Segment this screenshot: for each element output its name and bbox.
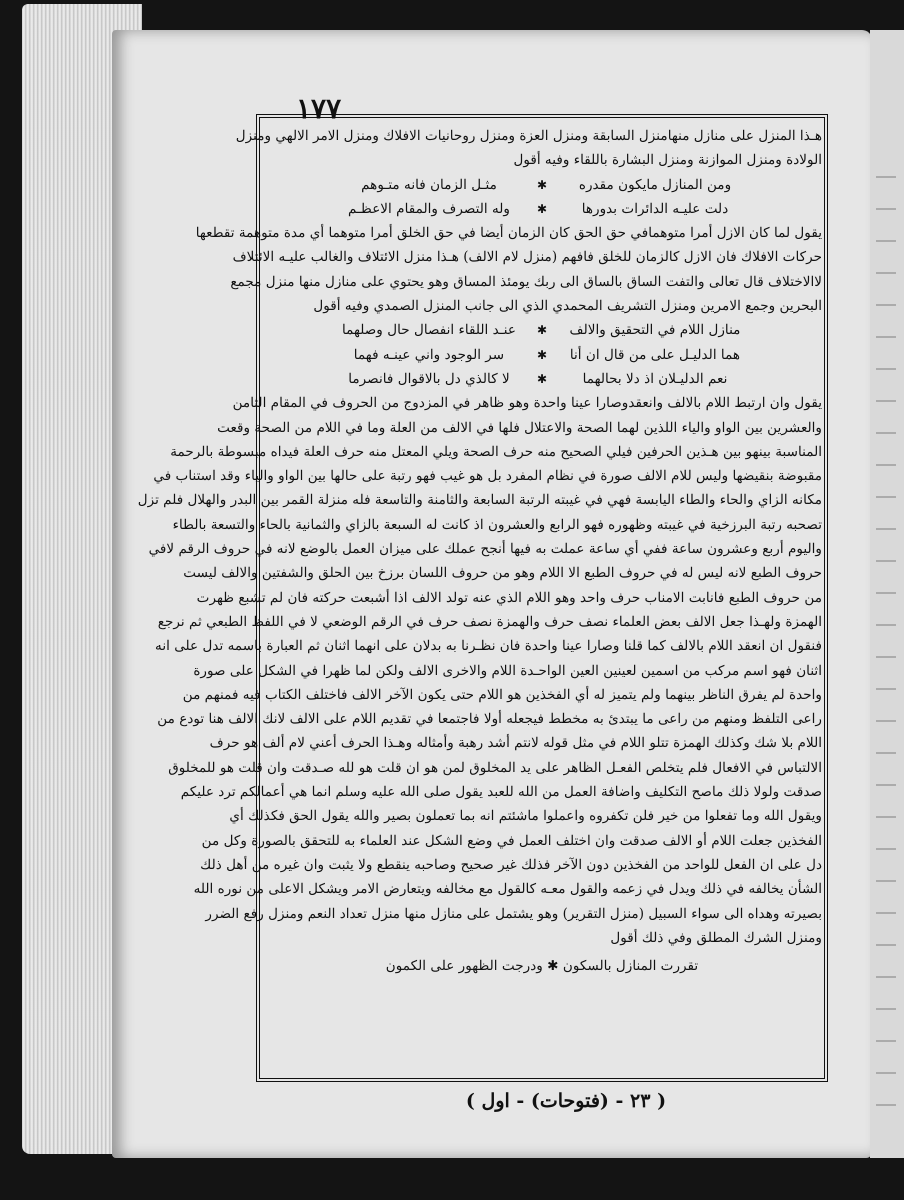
text-line: حروف الطبع لانه ليس له في حروف الطبع الا اللام وهو من حروف اللسان برزخ بين الحلق والشفتين والالف ليست (183, 565, 822, 582)
verse-second-hemistich: مثـل الزمان فانه متـوهم (361, 176, 497, 193)
text-line: ويقول الله وما تفعلوا من خير فلن تكفروه واعملوا ماشئتم انه بما تعملون بصير والله يقول الحق فكذلك أي (229, 808, 822, 825)
verse-line (262, 197, 822, 221)
page-number: ١٧٧ (296, 92, 342, 125)
closing-verse (262, 954, 822, 982)
text-line: الهمزة ولهـذا جعل الالف بعض العلماء نصف حرف والهمزة نصف حرف في الرقم الوضعي لا في اللفظ الطبعي ثم نرجع (157, 613, 822, 630)
text-line: يقول لما كان الازل أمرا متوهمافي حق الحق كان الزمان أيضا في حق الخلق أمرا متوهما أي مدة متوهمة تقطعها (195, 225, 822, 242)
verse-separator-star: ✱ (536, 371, 548, 386)
text-line: دل على ان الفعل للواحد من الفخذين دون الآخر فذلك غير صحيح وصاحبه ينقطع ولا يثبت وان غيره من أهل ذلك (200, 856, 822, 873)
verse-second-hemistich: وله التصرف والمقام الاعظـم (348, 200, 510, 217)
intro-paragraph (235, 124, 822, 173)
signature-footer: ( ٢٣ - (فتوحات) - اول ) (465, 1090, 667, 1112)
verse-first-hemistich: دلت عليـه الدائرات بدورها (581, 200, 729, 217)
text-line: الشأن يخالفه في ذلك ويدل في زعمه والقول معـه كالقول مع مخالفه ويتعارض الامر ويشكل الاعلى من نوره الله (193, 881, 822, 898)
verse-line (262, 173, 822, 197)
verse-second-hemistich: لا كالذي دل بالاقوال فانصرما (348, 370, 510, 387)
verse-second-hemistich: سر الوجود واني عينـه فهما (353, 346, 505, 363)
text-line: المناسبة بينهو بين هـذين الحرفين فيلي الصحيح منه حرف الصحة ويلي المعتل منه حرف العلة فيداه مبسوطة بالرحمة (170, 443, 822, 460)
text-line: هـذا المنزل على منازل منهامنزل السابقة ومنزل العزة ومنزل روحانيات الافلاك ومنزل الامر الالهي ومنزل (235, 128, 822, 144)
paragraph-2 (137, 391, 822, 950)
verse-first-hemistich: هما الدليـل على من قال ان أنا (569, 346, 741, 363)
closing-verse-second-hemistich: ودرجت الظهور على الكمون (385, 958, 543, 975)
text-line: واليوم أربع وعشرون ساعة ففي أي ساعة عملت به فيها أنجح عملك على ميزان العمل بالوضع لانه في حروف الرقم لافي (148, 541, 822, 558)
verse-first-hemistich: ومن المنازل مايكون مقدره (578, 176, 732, 193)
text-line: الولادة ومنزل الموازنة ومنزل البشارة باللقاء وفيه أقول (513, 152, 822, 169)
verse-separator-star: ✱ (536, 323, 548, 338)
text-line: فنقول ان انعقد اللام بالالف كما قلنا وصارا عينا واحدة فان نظـرنا به بدلان على انهما اثنان ثم العبارة باسمه تدل على انه (155, 638, 822, 655)
verse-separator-star: ✱ (536, 347, 548, 362)
text-line: اثنان فهو اسم مركب من اسمين لعينين العين الواحـدة اللام والاخرى الالف ولكن لما ظهرا في الشكل على صورة (193, 662, 822, 679)
verse-second-hemistich: عنـد اللقاء انفصال حال وصلهما (342, 322, 516, 339)
verse-group-2 (262, 318, 822, 391)
text-line: بصيرته وهداه الى سواء السبيل (منزل التقرير) وهو يشتمل على منازل منها منزل تعداد النعم ومنزل رفع الضرر (205, 905, 822, 922)
text-line: الفخذين جعلت اللام أو الالف صدقت وان اختلف العمل في وضع الشكل عند العلماء به للتحقق بالصورة وكل من (201, 832, 822, 849)
text-line: لاالاختلاف قال تعالى والتفت الساق بالساق الى ربك يومئذ المساق وهو يحتوي على منازل منها منزل مجمع (230, 273, 822, 290)
text-line: صدقت ولولا ذلك ماصح التكليف واضافة العمل من الله للعبد يقول صلى الله عليه وسلم انما هي أعمالكم ترد عليكم (180, 784, 822, 801)
main-text-block (137, 124, 822, 1076)
text-line: البحرين وجمع الامرين ومنزل التشريف المحمدي الذي الى جانب المنزل الصمدي وفيه أقول (313, 298, 822, 315)
verse-first-hemistich: نعم الدليـلان اذ دلا بحالهما (582, 370, 728, 387)
text-line: مقبوضة بنقيضها وليس للام الالف صورة في نظام المفرد بل هو غيب فهو رتبة على حالها بين الواو والياء وقد استناب في (153, 468, 822, 485)
closing-verse-first-hemistich: تقررت المنازل بالسكون (562, 958, 699, 975)
verse-separator-star: ✱ (536, 201, 548, 216)
facing-page-edge (870, 30, 904, 1158)
text-line: الالتباس في الافعال فلم يتخلص الفعـل الظاهر على يد المخلوق لمن هو ان قلت هو لله صـدقت وان قلت هو للمخلوق (168, 759, 822, 776)
verse-separator-star: ✱ (542, 958, 559, 975)
paragraph-1 (195, 221, 822, 318)
text-line: اللام بلا شك وكذلك الهمزة تتلو اللام في مثل قوله لانتم أشد رهبة وأمثاله وهـذا الحرف أعني لام ألف هو حرف (209, 735, 822, 752)
facing-page-text-bleed (876, 150, 896, 1130)
text-line: حركات الافلاك فان الازل كالزمان للخلق فافهم (منزل لام الالف) هـذا منزل الائتلاف والغالب عليـه الائتلاف (232, 249, 822, 266)
verse-line (262, 318, 822, 342)
text-line: والعشرين بين الواو والياء اللذين لهما الصحة والاعتلال فلها في الالف من العلة وما في اللام من الصحة وقعت (217, 419, 822, 436)
text-line: راعى التلفظ ومنهم من راعى ما يبتدئ به مخطط فيجعله أولا فاجتمعا في تقديم اللام على الالف لانك الالف هنا تودع من (157, 711, 822, 728)
verse-group-1 (262, 173, 822, 222)
verse-line (262, 343, 822, 367)
text-line: واحدة لم يفرق الناظر بينهما ولم يتميز له أي الفخذين هو اللام حتى يكون الآخر الالف فاختلف الكتاب فيه فمنهم من (182, 686, 822, 703)
verse-line (262, 367, 822, 391)
text-line: مكانه الزاي والحاء والطاء اليابسة فهي في غيبته الرتبة السابعة والثامنة والتاسعة فله منزلة القمر بين البدر والهلال فلم تزل (137, 492, 822, 509)
text-line: من حروف الطبع فانابت الامناب حرف واحد وهو اللام الذي عنه تولد الالف اذا أشبعت حركته فان لم تشبع ظهرت (196, 589, 822, 606)
text-line: ومنزل الشرك المطلق وفي ذلك أقول (610, 929, 822, 946)
text-line: يقول وان ارتبط اللام بالالف وانعقدوصارا عينا واحدة وهو ظاهر في المزدوج من الحروف في المقام الثامن (232, 395, 822, 412)
text-line: تصحبه رتبة البرزخية في غيبته وظهوره فهو الرابع والعشرون اذ كانت له السبعة بالزاي والثمانية بالحاء والتسعة بالطاء (172, 516, 822, 533)
verse-first-hemistich: منازل اللام في التحقيق والالف (569, 322, 741, 339)
verse-separator-star: ✱ (536, 177, 548, 192)
